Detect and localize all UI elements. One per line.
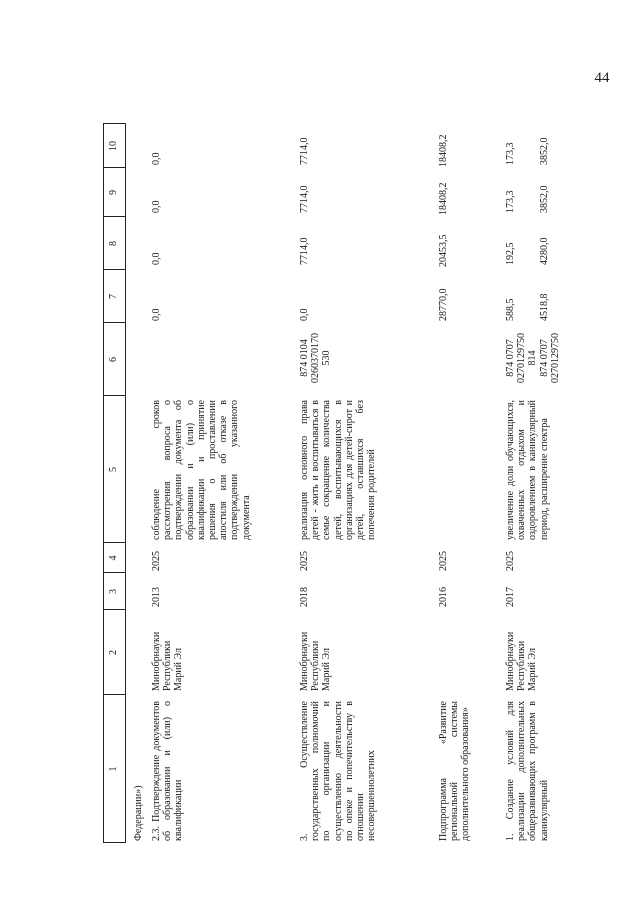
row2-col10: 7714,0 [299, 137, 310, 165]
row2-col9: 7714,0 [299, 185, 310, 213]
row2-executor: Минобрнауки Республики Марий Эл [299, 631, 333, 691]
header-bottom-border [125, 123, 126, 843]
header-col-2: 2 [108, 650, 119, 655]
row3-start-year: 2016 [438, 587, 449, 607]
row2-col7: 0,0 [299, 308, 310, 321]
row3-col8: 20453,5 [438, 234, 449, 267]
row1-measure: 2.3. Подтверждение документов об образовании и (или) о квалификации [151, 701, 185, 841]
row4-result: увеличение доли обучающихся, охваченных отдыхом и оздоровлением в каникулярный период, расширение спектра [505, 400, 550, 540]
row4-col10b: 3852,0 [539, 137, 550, 165]
row1-col10: 0,0 [151, 152, 162, 165]
row2-col8: 7714,0 [299, 237, 310, 265]
row4-col7b: 4518,8 [539, 293, 550, 321]
header-col-10: 10 [108, 141, 119, 151]
rotated-table [103, 123, 633, 843]
row1-end-year: 2025 [151, 551, 162, 571]
row4-start-year: 2017 [505, 587, 516, 607]
row4-executor: Минобрнауки Республики Марий Эл [505, 631, 539, 691]
row4-col9b: 3852,0 [539, 185, 550, 213]
header-col-1: 1 [108, 766, 119, 772]
row1-col7: 0,0 [151, 308, 162, 321]
header-col-9: 9 [108, 190, 119, 195]
row4-budget-code-b: 874 0707 0270129750 [539, 333, 562, 383]
page-number: 44 [594, 70, 610, 86]
row4-col8b: 4280,0 [539, 237, 550, 265]
row2-end-year: 2025 [299, 551, 310, 571]
row1-start-year: 2013 [151, 587, 162, 607]
row2-budget-code: 874 0104 0260370170 530 [299, 333, 333, 383]
intro-text: Федерации») [133, 785, 144, 841]
header-col-5: 5 [108, 467, 119, 472]
row4-col7a: 588,5 [505, 298, 516, 321]
row4-measure: 1. Создание условий для реализации дополнительных общеразвивающих программ в каникулярный [505, 701, 550, 841]
row4-budget-code-a: 874 0707 0270129750 814 [505, 333, 539, 383]
row1-result: соблюдение сроков рассмотрения вопроса о подтверждении документа об образовании и (или) о квалификации и принятие решения о проставлении апостиля или об отказе в подтверждении указанного документа [151, 400, 252, 540]
row4-col9a: 173,3 [505, 190, 516, 213]
header-col-8: 8 [108, 241, 119, 246]
row3-subprogram: Подпрограмма «Развитие региональной системы дополнительного образования» [438, 701, 472, 841]
header-col-3: 3 [108, 589, 119, 594]
row2-measure: 3. Осуществление государственных полномочий по организации и осуществлению деятельности по опеке и попечительству в отношении несовершеннолетних [299, 701, 378, 841]
header-col-7: 7 [108, 294, 119, 299]
row3-col9: 18408,2 [438, 182, 449, 215]
row2-result: реализация основного права детей - жить и воспитываться в семье сокращение количества детей, воспитывающихся в организациях для детей-сирот и детей, оставшихся без попечения родителей [299, 400, 378, 540]
row1-col9: 0,0 [151, 200, 162, 213]
row3-col10: 18408,2 [438, 134, 449, 167]
row1-executor: Минобрнауки Республики Марий Эл [151, 631, 185, 691]
row4-col8a: 192,5 [505, 242, 516, 265]
header-col-6: 6 [108, 357, 119, 362]
row2-start-year: 2018 [299, 587, 310, 607]
row4-col10a: 173,3 [505, 142, 516, 165]
row3-col7: 28770,0 [438, 288, 449, 321]
row4-end-year: 2025 [505, 551, 516, 571]
row1-col8: 0,0 [151, 252, 162, 265]
row3-end-year: 2025 [438, 551, 449, 571]
header-col-4: 4 [108, 555, 119, 561]
